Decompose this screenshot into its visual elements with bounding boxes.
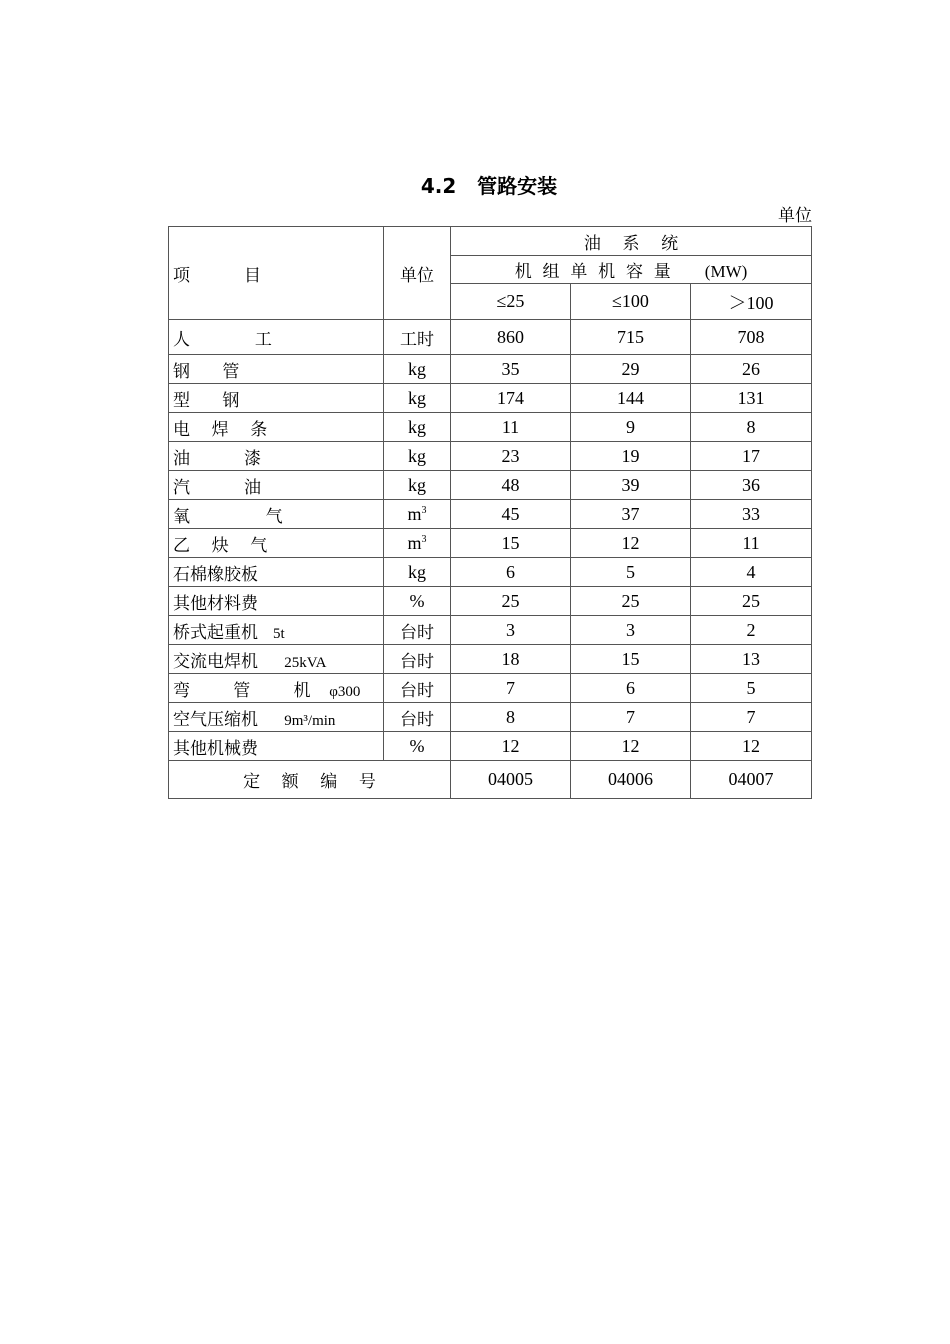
col-header-1: ≤25	[451, 284, 571, 320]
col-header-3: ＞100	[691, 284, 812, 320]
row-item-name: 型 钢	[173, 390, 240, 411]
row-value: 33	[691, 500, 812, 529]
row-value: 12	[691, 732, 812, 761]
header-capacity	[451, 256, 812, 284]
unit-note: 单位	[778, 206, 812, 226]
row-unit-text: kg	[408, 358, 426, 379]
page-title: 4.2 管路安装	[420, 174, 558, 198]
table-row	[169, 587, 812, 616]
row-item-name: 交流电焊机	[173, 651, 258, 672]
row-unit-text: 台时	[400, 709, 434, 730]
row-value: 48	[451, 471, 571, 500]
row-unit	[384, 500, 451, 529]
row-unit	[384, 674, 451, 703]
row-unit-sup: 3	[421, 533, 427, 545]
table-row	[169, 355, 812, 384]
row-unit	[384, 320, 451, 355]
row-item-name: 人 工	[173, 329, 272, 350]
row-unit	[384, 558, 451, 587]
row-value: 5	[571, 558, 691, 587]
row-item-name: 石棉橡胶板	[173, 564, 258, 585]
table-row	[169, 558, 812, 587]
row-unit	[384, 529, 451, 558]
row-value: 4	[691, 558, 812, 587]
row-unit	[384, 384, 451, 413]
row-unit-text: m	[407, 503, 422, 524]
table-row	[169, 320, 812, 355]
row-value: 144	[571, 384, 691, 413]
row-item-name: 油 漆	[173, 448, 262, 469]
row-value: 17	[691, 442, 812, 471]
row-item-name: 其他机械费	[173, 738, 258, 759]
row-value: 36	[691, 471, 812, 500]
row-item	[169, 645, 384, 674]
row-unit-text: 台时	[400, 680, 434, 701]
row-value: 26	[691, 355, 812, 384]
row-item	[169, 500, 384, 529]
row-item	[169, 384, 384, 413]
header-item: 项 目	[169, 227, 384, 320]
col-header-2: ≤100	[571, 284, 691, 320]
row-unit-text: 台时	[400, 622, 434, 643]
row-item-name: 钢 管	[173, 361, 240, 382]
row-item	[169, 529, 384, 558]
table-row	[169, 645, 812, 674]
row-value: 6	[571, 674, 691, 703]
row-value: 7	[691, 703, 812, 732]
row-item-name: 弯 管 机	[173, 680, 311, 701]
row-unit-sup: 3	[421, 504, 427, 516]
row-value: 174	[451, 384, 571, 413]
row-unit	[384, 645, 451, 674]
table-row	[169, 413, 812, 442]
row-value: 9	[571, 413, 691, 442]
row-item	[169, 732, 384, 761]
row-value: 23	[451, 442, 571, 471]
row-value: 11	[691, 529, 812, 558]
row-item-spec: 25kVA	[258, 654, 327, 671]
row-value: 6	[451, 558, 571, 587]
row-value: 860	[451, 320, 571, 355]
row-unit-text: kg	[408, 445, 426, 466]
quota-code: 04006	[571, 761, 691, 799]
row-item	[169, 320, 384, 355]
quota-code: 04005	[451, 761, 571, 799]
capacity-label: 机 组 单 机 容 量	[514, 262, 671, 282]
header-system: 油 系 统	[451, 227, 812, 256]
row-unit-text: 台时	[400, 651, 434, 672]
row-item-name: 汽 油	[173, 477, 262, 498]
table-row	[169, 442, 812, 471]
table-row	[169, 500, 812, 529]
footer-row	[169, 761, 812, 799]
row-item-spec: 9m³/min	[258, 712, 336, 729]
row-value: 35	[451, 355, 571, 384]
row-item	[169, 587, 384, 616]
row-item	[169, 442, 384, 471]
row-value: 25	[691, 587, 812, 616]
row-unit-text: %	[409, 590, 425, 611]
row-value: 13	[691, 645, 812, 674]
row-value: 25	[451, 587, 571, 616]
row-unit	[384, 703, 451, 732]
row-value: 7	[571, 703, 691, 732]
row-unit-text: kg	[408, 561, 426, 582]
row-unit-text: kg	[408, 474, 426, 495]
table-row	[169, 674, 812, 703]
row-value: 12	[571, 732, 691, 761]
row-unit	[384, 616, 451, 645]
row-unit	[384, 732, 451, 761]
row-item	[169, 674, 384, 703]
row-item-name: 乙 炔 气	[173, 535, 268, 556]
row-item-name: 桥式起重机	[173, 622, 258, 643]
row-value: 25	[571, 587, 691, 616]
row-value: 8	[691, 413, 812, 442]
row-item	[169, 355, 384, 384]
row-value: 3	[571, 616, 691, 645]
table-row	[169, 616, 812, 645]
row-value: 3	[451, 616, 571, 645]
row-value: 715	[571, 320, 691, 355]
row-item-spec: φ300	[310, 683, 361, 700]
row-unit	[384, 413, 451, 442]
table-row	[169, 703, 812, 732]
capacity-unit: (MW)	[704, 262, 748, 281]
row-unit-text: %	[409, 735, 425, 756]
quota-table	[168, 226, 812, 799]
row-unit	[384, 355, 451, 384]
row-value: 2	[691, 616, 812, 645]
row-unit-text: 工时	[400, 329, 434, 350]
row-value: 45	[451, 500, 571, 529]
row-item	[169, 471, 384, 500]
row-item-name: 空气压缩机	[173, 709, 258, 730]
row-value: 39	[571, 471, 691, 500]
row-item-name: 电 焊 条	[173, 419, 268, 440]
row-value: 11	[451, 413, 571, 442]
table-row	[169, 732, 812, 761]
quota-code: 04007	[691, 761, 812, 799]
row-unit-text: kg	[408, 416, 426, 437]
table-row	[169, 471, 812, 500]
row-item	[169, 413, 384, 442]
table-row	[169, 529, 812, 558]
row-unit	[384, 587, 451, 616]
row-unit	[384, 442, 451, 471]
row-value: 37	[571, 500, 691, 529]
header-unit: 单位	[384, 227, 451, 320]
row-value: 29	[571, 355, 691, 384]
row-value: 5	[691, 674, 812, 703]
row-value: 8	[451, 703, 571, 732]
row-item-name: 其他材料费	[173, 593, 258, 614]
table-row	[169, 384, 812, 413]
row-item-spec: 5t	[258, 625, 285, 642]
row-item	[169, 616, 384, 645]
row-item-name: 氧 气	[173, 506, 283, 527]
row-unit-text: m	[407, 532, 422, 553]
footer-label: 定 额 编 号	[169, 761, 451, 799]
row-value: 15	[451, 529, 571, 558]
row-value: 7	[451, 674, 571, 703]
row-value: 12	[571, 529, 691, 558]
row-unit-text: kg	[408, 387, 426, 408]
row-value: 19	[571, 442, 691, 471]
row-value: 12	[451, 732, 571, 761]
row-value: 708	[691, 320, 812, 355]
row-value: 131	[691, 384, 812, 413]
row-item	[169, 703, 384, 732]
row-value: 18	[451, 645, 571, 674]
row-item	[169, 558, 384, 587]
row-unit	[384, 471, 451, 500]
row-value: 15	[571, 645, 691, 674]
